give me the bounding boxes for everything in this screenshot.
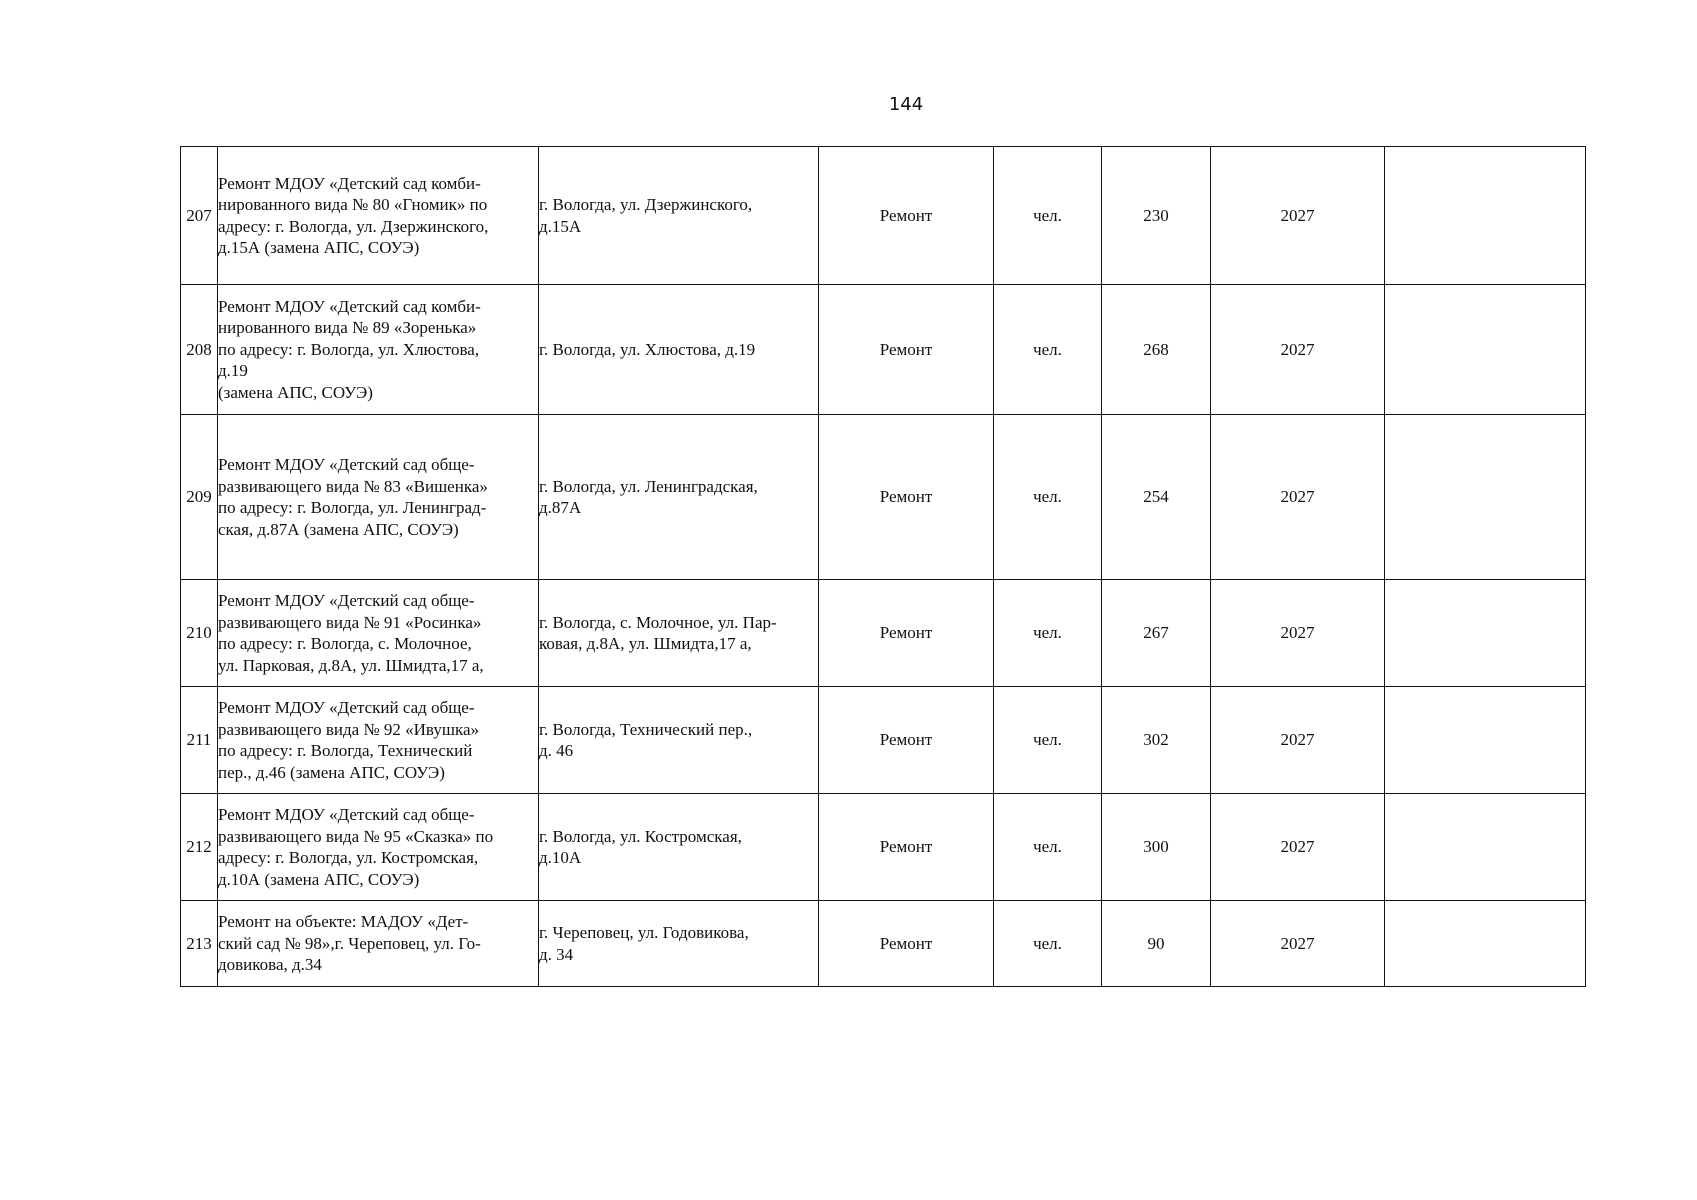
object-name-cell: Ремонт МДОУ «Детский сад комби- нированного вида № 89 «Зоренька» по адресу: г. Вологда, ул. Хлюстова, д.19 (замена АПС, СОУЭ): [218, 285, 539, 415]
table-row: [181, 415, 1586, 580]
address-cell: г. Вологда, ул. Дзержинского, д.15А: [539, 147, 819, 285]
unit-cell: чел.: [994, 901, 1102, 987]
year-cell: 2027: [1211, 794, 1385, 901]
note-cell: [1385, 147, 1586, 285]
note-cell: [1385, 901, 1586, 987]
note-cell: [1385, 687, 1586, 794]
work-type-cell: Ремонт: [819, 580, 994, 687]
note-cell: [1385, 285, 1586, 415]
repair-objects-table: [180, 146, 1586, 987]
note-cell: [1385, 794, 1586, 901]
table-row: [181, 580, 1586, 687]
year-cell: 2027: [1211, 285, 1385, 415]
quantity-cell: 268: [1102, 285, 1211, 415]
unit-cell: чел.: [994, 580, 1102, 687]
year-cell: 2027: [1211, 901, 1385, 987]
object-name-cell: Ремонт МДОУ «Детский сад обще- развивающего вида № 83 «Вишенка» по адресу: г. Вологда, ул. Ленинград- ская, д.87А (замена АПС, СОУЭ): [218, 415, 539, 580]
note-cell: [1385, 415, 1586, 580]
address-cell: г. Вологда, ул. Хлюстова, д.19: [539, 285, 819, 415]
object-name-cell: Ремонт МДОУ «Детский сад обще- развивающего вида № 92 «Ивушка» по адресу: г. Вологда, Технический пер., д.46 (замена АПС, СОУЭ): [218, 687, 539, 794]
unit-cell: чел.: [994, 794, 1102, 901]
year-cell: 2027: [1211, 415, 1385, 580]
year-cell: 2027: [1211, 580, 1385, 687]
unit-cell: чел.: [994, 285, 1102, 415]
work-type-cell: Ремонт: [819, 687, 994, 794]
unit-cell: чел.: [994, 147, 1102, 285]
quantity-cell: 90: [1102, 901, 1211, 987]
unit-cell: чел.: [994, 415, 1102, 580]
work-type-cell: Ремонт: [819, 901, 994, 987]
year-cell: 2027: [1211, 147, 1385, 285]
work-type-cell: Ремонт: [819, 285, 994, 415]
address-cell: г. Вологда, ул. Костромская, д.10А: [539, 794, 819, 901]
note-cell: [1385, 580, 1586, 687]
object-name-cell: Ремонт МДОУ «Детский сад обще- развивающего вида № 91 «Росинка» по адресу: г. Вологда, с. Молочное, ул. Парковая, д.8А, ул. Шмидта,17 а,: [218, 580, 539, 687]
page-number: 144: [888, 94, 924, 115]
object-name-cell: Ремонт на объекте: МАДОУ «Дет- ский сад № 98»,г. Череповец, ул. Го- довикова, д.34: [218, 901, 539, 987]
row-number-cell: 212: [181, 794, 218, 901]
work-type-cell: Ремонт: [819, 147, 994, 285]
address-cell: г. Череповец, ул. Годовикова, д. 34: [539, 901, 819, 987]
year-cell: 2027: [1211, 687, 1385, 794]
row-number-cell: 211: [181, 687, 218, 794]
quantity-cell: 300: [1102, 794, 1211, 901]
table-row: [181, 687, 1586, 794]
quantity-cell: 230: [1102, 147, 1211, 285]
unit-cell: чел.: [994, 687, 1102, 794]
row-number-cell: 209: [181, 415, 218, 580]
address-cell: г. Вологда, с. Молочное, ул. Пар- ковая, д.8А, ул. Шмидта,17 а,: [539, 580, 819, 687]
row-number-cell: 213: [181, 901, 218, 987]
quantity-cell: 254: [1102, 415, 1211, 580]
address-cell: г. Вологда, ул. Ленинградская, д.87А: [539, 415, 819, 580]
object-name-cell: Ремонт МДОУ «Детский сад обще- развивающего вида № 95 «Сказка» по адресу: г. Вологда, ул. Костромская, д.10А (замена АПС, СОУЭ): [218, 794, 539, 901]
work-type-cell: Ремонт: [819, 415, 994, 580]
row-number-cell: 208: [181, 285, 218, 415]
row-number-cell: 207: [181, 147, 218, 285]
table-row: [181, 901, 1586, 987]
address-cell: г. Вологда, Технический пер., д. 46: [539, 687, 819, 794]
quantity-cell: 302: [1102, 687, 1211, 794]
table-row: [181, 285, 1586, 415]
table-row: [181, 794, 1586, 901]
row-number-cell: 210: [181, 580, 218, 687]
table-row: [181, 147, 1586, 285]
work-type-cell: Ремонт: [819, 794, 994, 901]
quantity-cell: 267: [1102, 580, 1211, 687]
object-name-cell: Ремонт МДОУ «Детский сад комби- нированного вида № 80 «Гномик» по адресу: г. Вологда, ул. Дзержинского, д.15А (замена АПС, СОУЭ): [218, 147, 539, 285]
